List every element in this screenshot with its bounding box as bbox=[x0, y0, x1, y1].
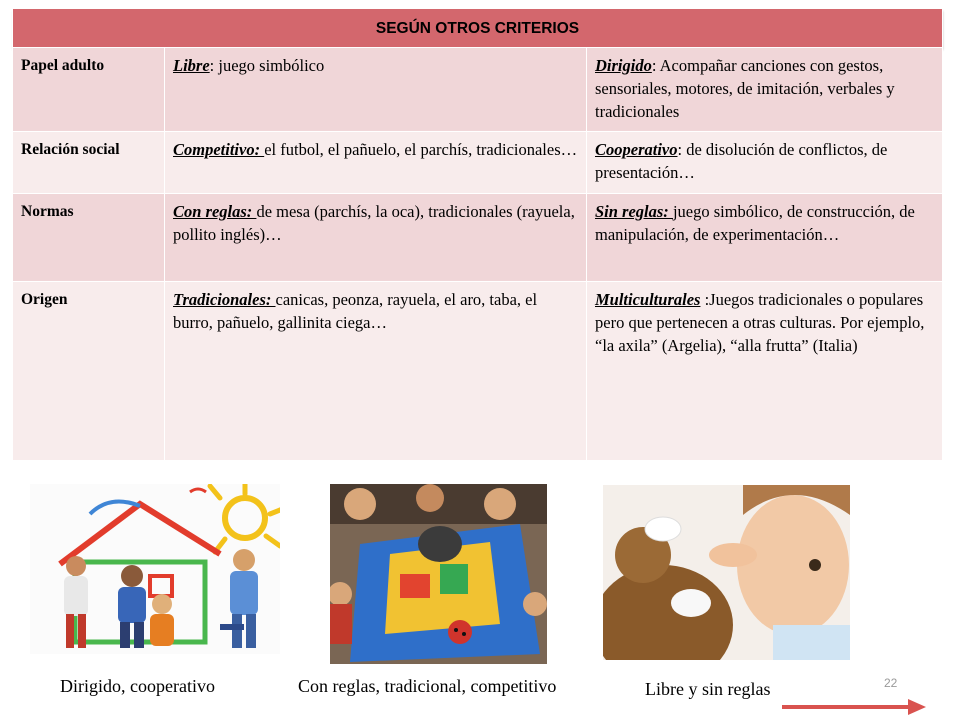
table-row bbox=[13, 194, 943, 282]
cell-term: Tradicionales: bbox=[173, 290, 276, 309]
table-row bbox=[13, 48, 943, 132]
cell-text: : Acompañar canciones con gestos, sensoriales, motores, de imitación, verbales y tradicionales bbox=[595, 56, 895, 121]
row-label: Normas bbox=[13, 194, 165, 282]
cell-col1 bbox=[165, 48, 587, 132]
toddler-illustration bbox=[603, 485, 850, 660]
page-number: 22 bbox=[884, 676, 898, 690]
cell-text: : juego simbólico bbox=[209, 56, 325, 75]
criteria-table bbox=[12, 8, 943, 461]
caption-photo1: Dirigido, cooperativo bbox=[60, 676, 215, 696]
table-row bbox=[13, 282, 943, 461]
cell-text: : de disolución de conflictos, de presentación… bbox=[595, 140, 888, 182]
cell-text: :Juegos tradicionales o populares pero que pertenecen a otras culturas. Por ejemplo, “la axila” (Argelia), “alla frutta” (Italia) bbox=[595, 290, 925, 355]
cell-col2 bbox=[587, 282, 943, 461]
table-title: SEGÚN OTROS CRITERIOS bbox=[13, 9, 943, 48]
cell-col1 bbox=[165, 132, 587, 194]
cell-col1 bbox=[165, 194, 587, 282]
cell-term: Competitivo: bbox=[173, 140, 265, 159]
cell-col2 bbox=[587, 194, 943, 282]
photo-toddler-teddy bbox=[603, 485, 850, 660]
cell-term: Cooperativo bbox=[595, 140, 678, 159]
cell-text: juego simbólico, de construcción, de manipulación, de experimentación… bbox=[595, 202, 915, 244]
cell-term: Con reglas: bbox=[173, 202, 257, 221]
caption-photo2: Con reglas, tradicional, competitivo bbox=[298, 676, 557, 696]
row-label: Relación social bbox=[13, 132, 165, 194]
caption-photo3: Libre y sin reglas bbox=[645, 679, 771, 699]
row-label: Origen bbox=[13, 282, 165, 461]
cell-term: Sin reglas: bbox=[595, 202, 673, 221]
table-row bbox=[13, 132, 943, 194]
cell-text: el futbol, el pañuelo, el parchís, tradicionales… bbox=[264, 140, 578, 159]
cell-term: Libre bbox=[173, 56, 210, 75]
next-arrow-icon[interactable] bbox=[780, 696, 930, 718]
cell-text: canicas, peonza, rayuela, el aro, taba, el burro, pañuelo, gallinita ciega… bbox=[173, 290, 538, 332]
cell-col1 bbox=[165, 282, 587, 461]
cell-term: Dirigido bbox=[595, 56, 652, 75]
painting-illustration bbox=[30, 484, 280, 654]
photo-children-painting bbox=[30, 484, 280, 654]
cell-col2 bbox=[587, 132, 943, 194]
cell-text: de mesa (parchís, la oca), tradicionales (rayuela, pollito inglés)… bbox=[173, 202, 575, 244]
row-label: Papel adulto bbox=[13, 48, 165, 132]
cell-term: Multiculturales bbox=[595, 290, 701, 309]
board-game-illustration bbox=[330, 484, 547, 664]
cell-col2 bbox=[587, 48, 943, 132]
photo-board-game bbox=[330, 484, 547, 664]
